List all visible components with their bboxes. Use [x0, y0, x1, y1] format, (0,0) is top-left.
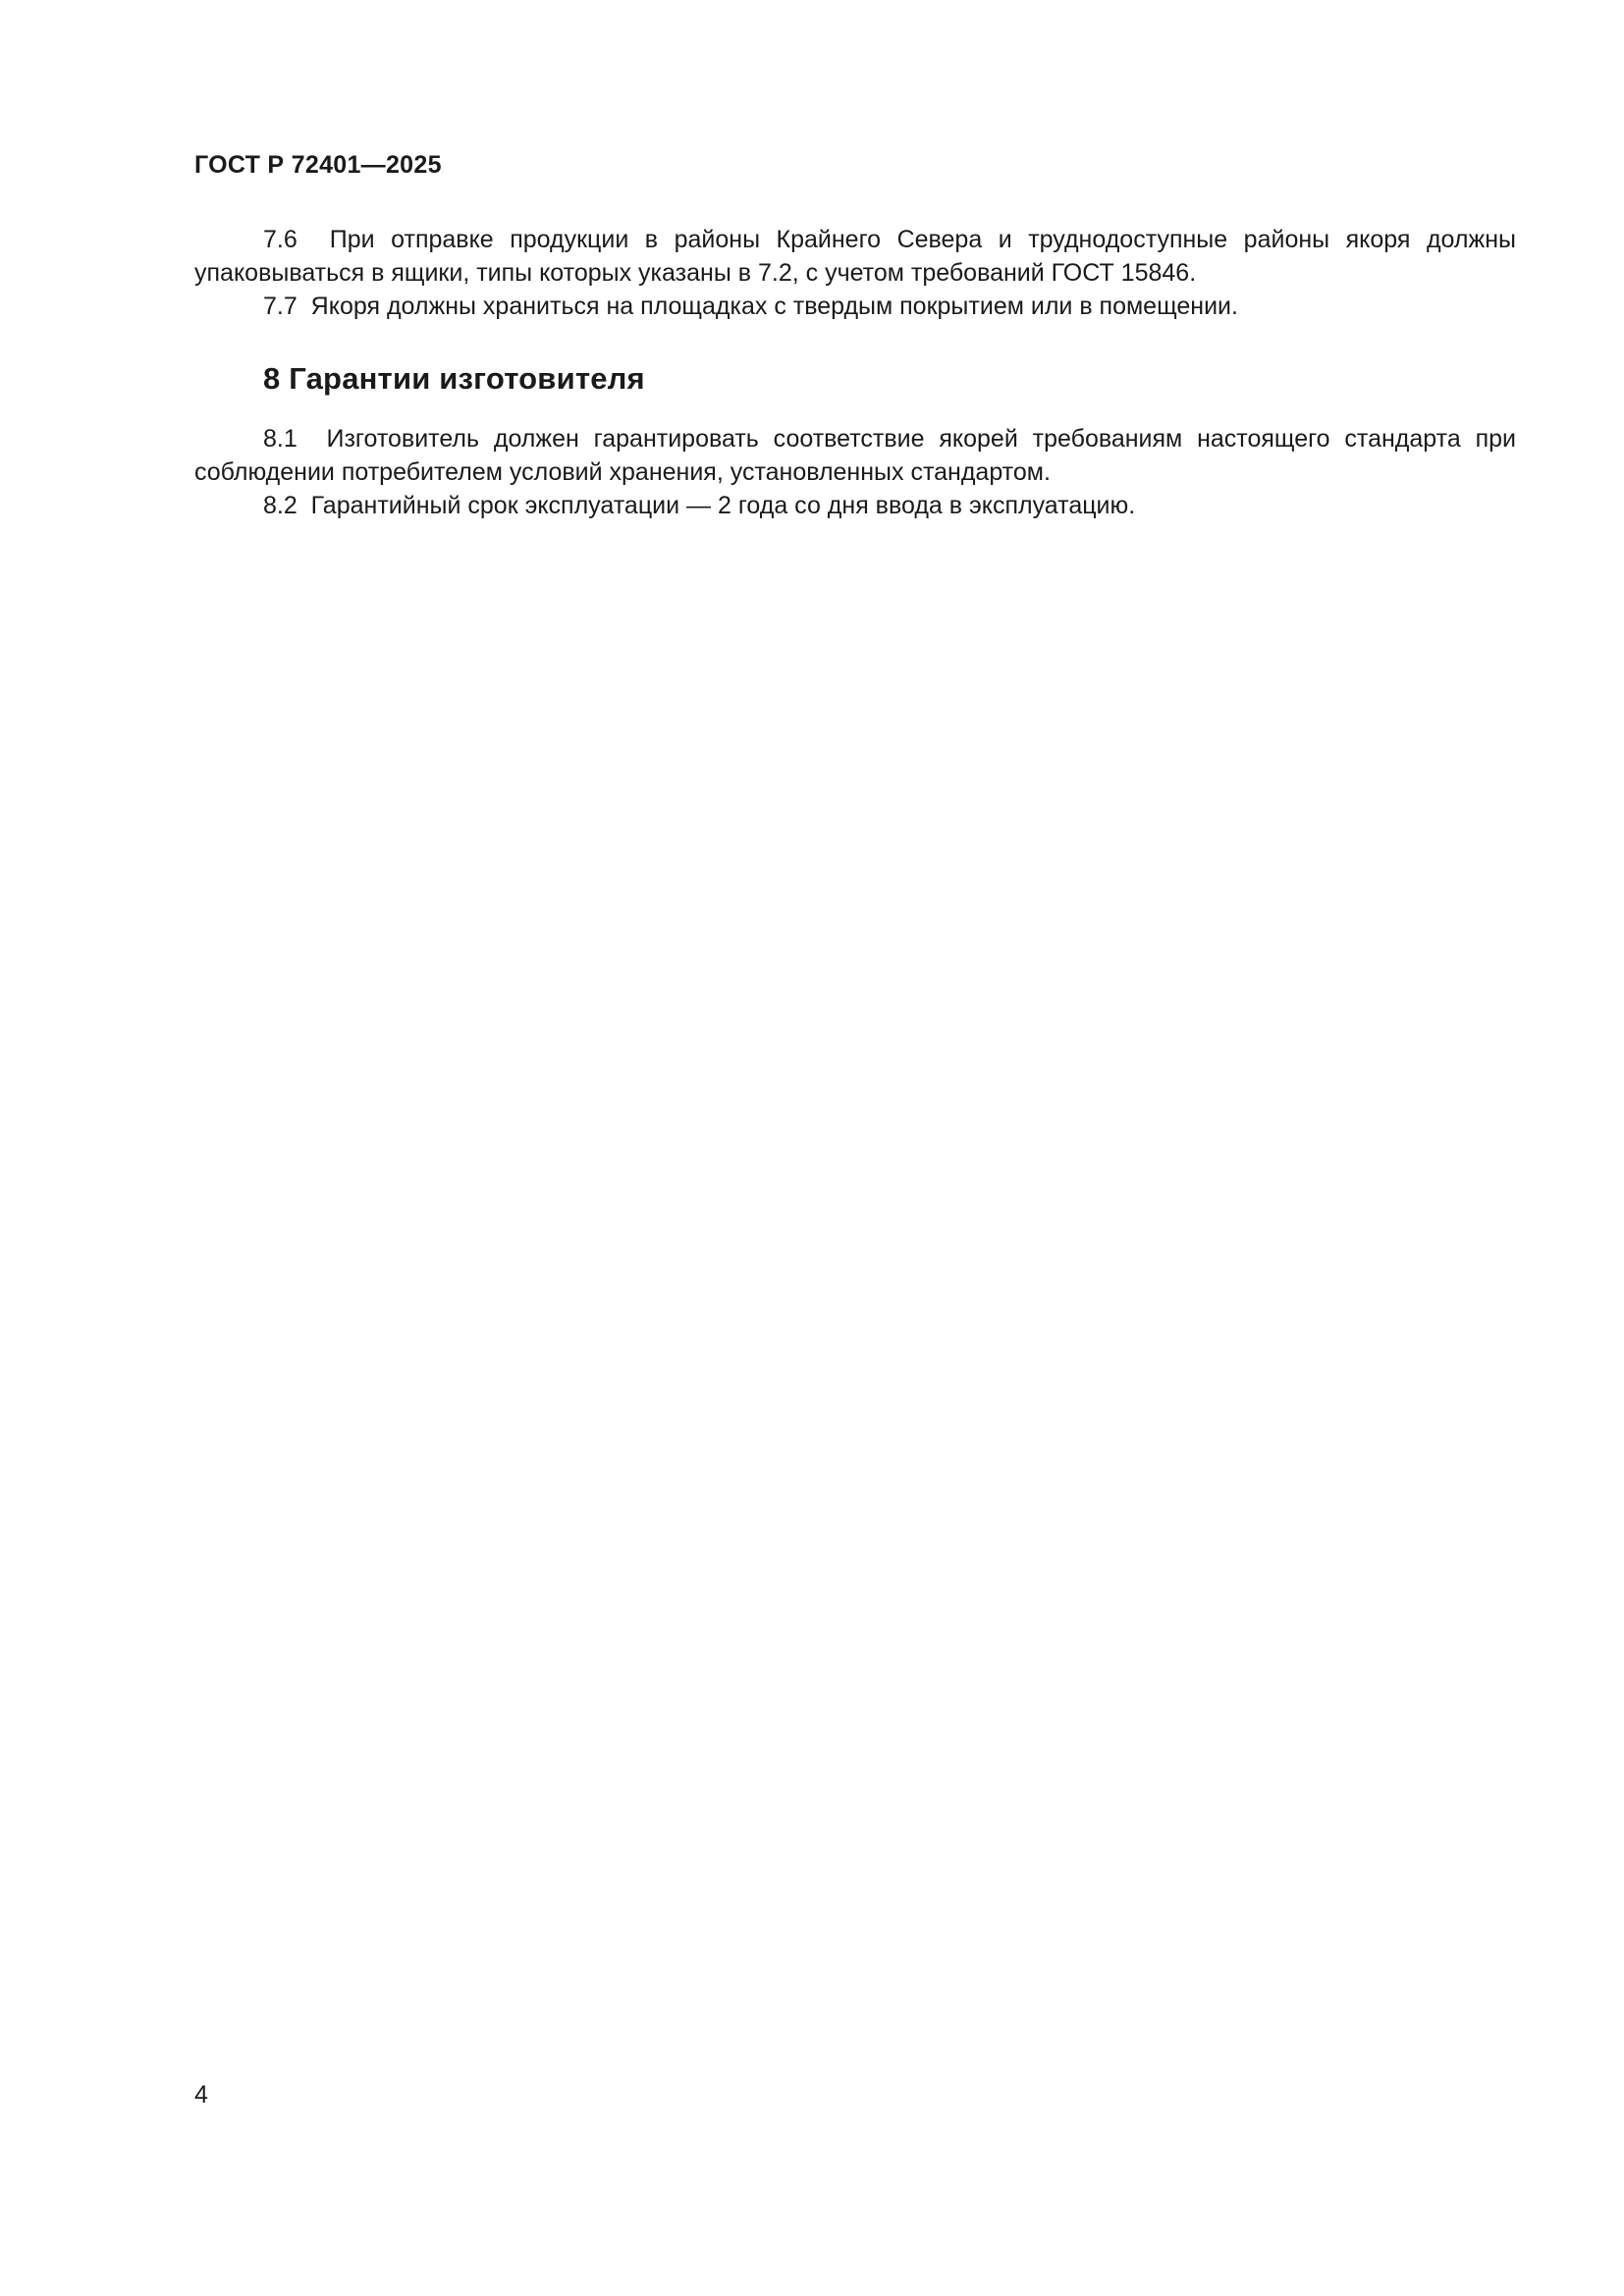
paragraph-8-1 [194, 422, 1516, 489]
section-8-heading: 8 Гарантии изготовителя [263, 361, 645, 396]
paragraph-number: 8.1 [263, 425, 298, 453]
paragraph-text: При отправке продукции в районы Крайнего Севера и труднодоступные районы якоря должны упаковываться в ящики, типы которых указаны в 7.2, с учетом требований ГОСТ 15846. [194, 226, 1516, 287]
paragraph-number: 7.6 [263, 226, 298, 253]
paragraph-8-2 [194, 489, 1516, 522]
paragraph-text: Якоря должны храниться на площадках с твердым покрытием или в помещении. [310, 293, 1238, 320]
document-header-id: ГОСТ Р 72401—2025 [194, 151, 442, 179]
paragraph-text: Гарантийный срок эксплуатации — 2 года со дня ввода в эксплуатацию. [310, 492, 1136, 519]
page-number: 4 [194, 2081, 208, 2109]
paragraph-number: 8.2 [263, 492, 298, 519]
paragraph-number: 7.7 [263, 293, 298, 320]
document-body [194, 223, 1516, 522]
paragraph-7-6 [194, 223, 1516, 290]
paragraph-text: Изготовитель должен гарантировать соответствие якорей требованиям настоящего стандарта при соблюдении потребителем условий хранения, установленных стандартом. [194, 425, 1516, 486]
paragraph-7-7 [194, 290, 1516, 323]
